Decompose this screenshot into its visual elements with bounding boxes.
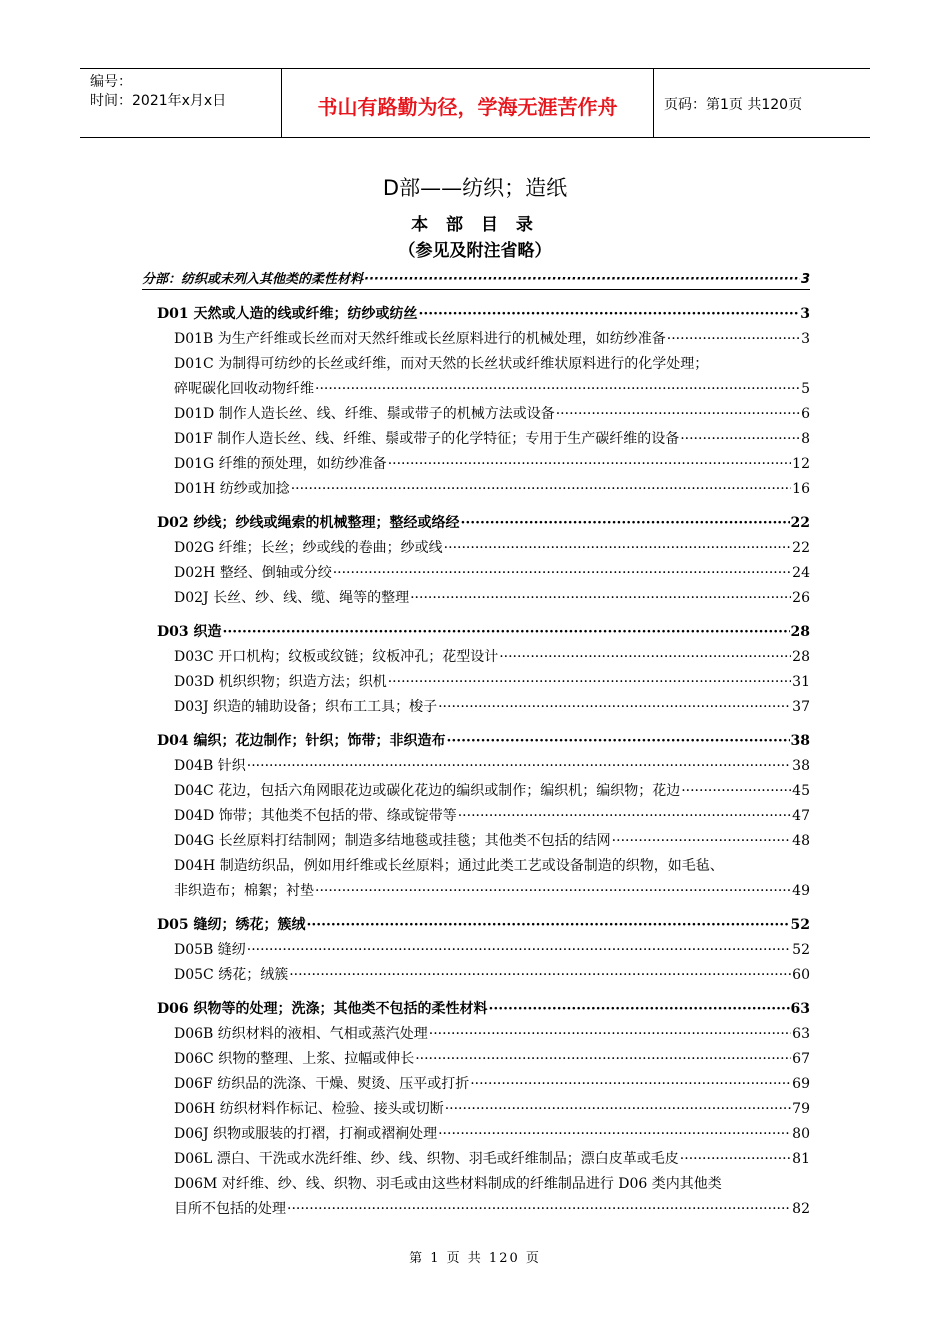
toc-entry-d01c-line1[interactable]: D01C 为制得可纺纱的长丝或纤维，而对天然的长丝状或纤维状原料进行的化学处理； <box>174 356 709 372</box>
toc-entry-d04h[interactable]: 非织造布；棉絮；衬垫 ····· 49 <box>174 881 810 901</box>
header-left-cell <box>80 69 281 137</box>
toc-entry-d01c[interactable]: 碎呢碳化回收动物纤维 ····· 5 <box>174 379 810 399</box>
toc-entry-d01[interactable]: D01 天然或人造的线或纤维；纺纱或纺丝 ····· 3 <box>157 304 810 324</box>
toc-entry-d06b[interactable]: D06B 纺织材料的液相、气相或蒸汽处理 ····· 63 <box>174 1024 810 1044</box>
toc-entry-d06m[interactable]: 目所不包括的处理 ····· 82 <box>174 1199 810 1219</box>
toc-entry-d05[interactable]: D05 缝纫；绣花；簇绒 ····· 52 <box>157 915 810 935</box>
toc-entry-d03d[interactable]: D03D 机织织物；织造方法；织机 ····· 31 <box>174 672 810 692</box>
toc-entry-d04h-line1[interactable]: D04H 制造纺织品，例如用纤维或长丝原料；通过此类工艺或设备制造的织物，如毛毡、 <box>174 858 724 874</box>
toc-entry-d06f[interactable]: D06F 纺织品的洗涤、干燥、熨烫、压平或打折 ····· 69 <box>174 1074 810 1094</box>
toc-entry-d02h[interactable]: D02H 整经、倒轴或分绞 ····· 24 <box>174 563 810 583</box>
toc-entry-d02j[interactable]: D02J 长丝、纱、线、缆、绳等的整理 ····· 26 <box>174 588 810 608</box>
header-table <box>80 68 870 138</box>
toc-entry-d01g[interactable]: D01G 纤维的预处理，如纺纱准备 ····· 12 <box>174 454 810 474</box>
toc-entry-d04g[interactable]: D04G 长丝原料打结制网；制造多结地毯或挂毯；其他类不包括的结网 ····· 48 <box>174 831 810 851</box>
number-label: 编号： <box>90 74 132 90</box>
toc-entry-d06c[interactable]: D06C 织物的整理、上浆、拉幅或伸长 ····· 67 <box>174 1049 810 1069</box>
toc-entry-d04d[interactable]: D04D 饰带；其他类不包括的带、绦或锭带等 ····· 47 <box>174 806 810 826</box>
toc-note: （参见及附注省略） <box>398 241 552 261</box>
toc-heading: 本 部 目 录 <box>411 215 539 235</box>
toc-entry-d01d[interactable]: D01D 制作人造长丝、线、纤维、鬃或带子的机械方法或设备 ····· 6 <box>174 404 810 424</box>
toc-entry-d04[interactable]: D04 编织；花边制作；针织；饰带；非织造布 ····· 38 <box>157 731 810 751</box>
toc-entry-d06m-line1[interactable]: D06M 对纤维、纱、线、织物、羽毛或由这些材料制成的纤维制品进行 D06 类内其他类 <box>174 1176 722 1192</box>
toc-entry-d02[interactable]: D02 纱线；纱线或绳索的机械整理；整经或络经 ····· 22 <box>157 513 810 533</box>
toc-entry-d03[interactable]: D03 织造 ····· 28 <box>157 622 810 642</box>
toc-entry-section[interactable]: 分部：纺织或未列入其他类的柔性材料 ····· 3 <box>142 270 810 290</box>
toc-entry-d06h[interactable]: D06H 纺织材料作标记、检验、接头或切断 ····· 79 <box>174 1099 810 1119</box>
toc-entry-d03j[interactable]: D03J 织造的辅助设备；织布工工具；梭子 ····· 37 <box>174 697 810 717</box>
page-footer: 第 1 页 共 120 页 <box>409 1251 541 1266</box>
page-label: 页码：第1页 共120页 <box>664 97 803 113</box>
toc-entry-d04c[interactable]: D04C 花边，包括六角网眼花边或碳化花边的编织或制作；编织机；编织物；花边 ····· 45 <box>174 781 810 801</box>
toc-entry-d02g[interactable]: D02G 纤维；长丝；纱或线的卷曲；纱或线 ····· 22 <box>174 538 810 558</box>
time-label: 时间：2021年x月x日 <box>90 93 227 109</box>
motto: 书山有路勤为径，学海无涯苦作舟 <box>281 69 654 137</box>
toc-entry-d01f[interactable]: D01F 制作人造长丝、线、纤维、鬃或带子的化学特征；专用于生产碳纤维的设备 ····· 8 <box>174 429 810 449</box>
toc-entry-d06[interactable]: D06 织物等的处理；洗涤；其他类不包括的柔性材料 ····· 63 <box>157 999 810 1019</box>
toc-entry-d01b[interactable]: D01B 为生产纤维或长丝而对天然纤维或长丝原料进行的机械处理，如纺纱准备 ····· 3 <box>174 329 810 349</box>
toc-entry-d04b[interactable]: D04B 针织 ····· 38 <box>174 756 810 776</box>
toc-entry-d05b[interactable]: D05B 缝纫 ····· 52 <box>174 940 810 960</box>
page-title: D部——纺织；造纸 <box>382 176 568 200</box>
toc-entry-d06l[interactable]: D06L 漂白、干洗或水洗纤维、纱、线、织物、羽毛或纤维制品；漂白皮革或毛皮 ····· 81 <box>174 1149 810 1169</box>
toc-entry-d06j[interactable]: D06J 织物或服装的打褶，打裥或褶裥处理 ····· 80 <box>174 1124 810 1144</box>
toc-entry-d05c[interactable]: D05C 绣花；绒簇 ····· 60 <box>174 965 810 985</box>
toc-entry-d01h[interactable]: D01H 纺纱或加捻 ····· 16 <box>174 479 810 499</box>
toc-entry-d03c[interactable]: D03C 开口机构；纹板或纹链；纹板冲孔；花型设计 ····· 28 <box>174 647 810 667</box>
